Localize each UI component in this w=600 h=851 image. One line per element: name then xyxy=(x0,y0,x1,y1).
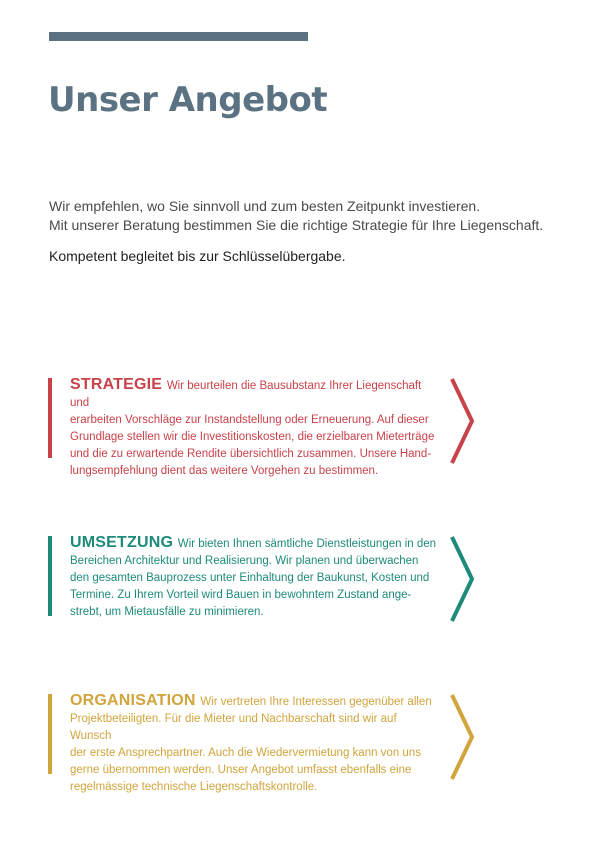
section-umsetzung xyxy=(48,534,488,624)
strategie-line-1: Wir beurteilen die Bausubstanz Ihrer Liegenschaft und xyxy=(70,380,422,409)
section-strategie xyxy=(48,376,488,477)
page-title: Unser Angebot xyxy=(48,80,328,120)
intro-line-2: Mit unserer Beratung bestimmen Sie die richtige Strategie für Ihre Liegenschaft. xyxy=(49,217,544,233)
organisation-line-5: regelmässige technische Liegenschaftskontrolle. xyxy=(70,781,318,793)
chevron-right-icon xyxy=(448,376,476,466)
intro-line-1: Wir empfehlen, wo Sie sinnvoll und zum besten Zeitpunkt investieren. xyxy=(49,198,481,214)
strategie-heading: STRATEGIE xyxy=(70,376,167,393)
organisation-line-2: Projektbeteiligten. Für die Mieter und Nachbarschaft sind wir auf Wunsch xyxy=(70,713,397,742)
strategie-accent-bar xyxy=(48,378,52,458)
organisation-heading: ORGANISATION xyxy=(70,692,201,709)
section-organisation xyxy=(48,692,488,793)
organisation-line-1: Wir vertreten Ihre Interessen gegenüber allen xyxy=(200,696,432,708)
organisation-text xyxy=(70,692,440,796)
organisation-line-3: der erste Ansprechpartner. Auch die Wiedervermietung kann von uns xyxy=(70,747,421,759)
organisation-accent-bar xyxy=(48,694,52,774)
umsetzung-line-2: Bereichen Architektur und Realisierung. Wir planen und überwachen xyxy=(70,555,419,567)
strategie-line-2: erarbeiten Vorschläge zur Instandstellung oder Erneuerung. Auf dieser xyxy=(70,414,429,426)
chevron-right-icon xyxy=(448,692,476,782)
strategie-line-5: lungsempfehlung dient das weitere Vorgehen zu bestimmen. xyxy=(70,465,379,477)
umsetzung-text xyxy=(70,534,440,621)
umsetzung-line-4: Termine. Zu Ihrem Vorteil wird Bauen in bewohntem Zustand ange- xyxy=(70,589,412,601)
strategie-line-3: Grundlage stellen wir die Investitionskosten, die erzielbaren Mieterträge xyxy=(70,431,435,443)
organisation-line-4: gerne übernommen werden. Unser Angebot umfasst ebenfalls eine xyxy=(70,764,412,776)
umsetzung-line-3: den gesamten Bauprozess unter Einhaltung der Baukunst, Kosten und xyxy=(70,572,430,584)
intro-text xyxy=(49,197,569,235)
top-accent-bar xyxy=(49,32,308,41)
tagline: Kompetent begleitet bis zur Schlüsselübergabe. xyxy=(49,248,346,264)
umsetzung-heading: UMSETZUNG xyxy=(70,534,178,551)
umsetzung-line-5: strebt, um Mietausfälle zu minimieren. xyxy=(70,606,264,618)
umsetzung-line-1: Wir bieten Ihnen sämtliche Dienstleistungen in den xyxy=(177,538,437,550)
umsetzung-accent-bar xyxy=(48,536,52,616)
strategie-line-4: und die zu erwartende Rendite übersichtlich zusammen. Unsere Hand- xyxy=(70,448,432,460)
strategie-text xyxy=(70,376,440,480)
chevron-right-icon xyxy=(448,534,476,624)
